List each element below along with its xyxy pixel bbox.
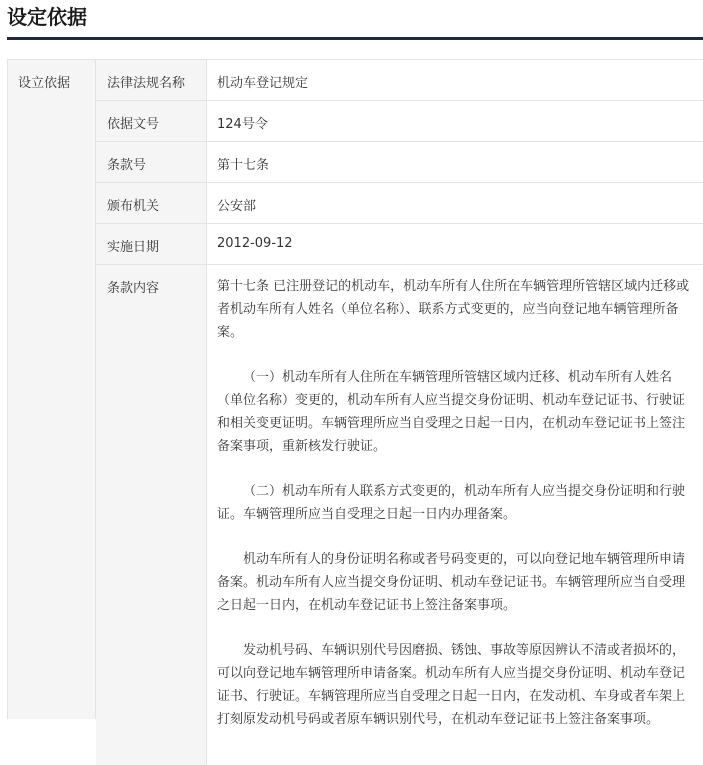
field-value: 124号令 bbox=[217, 117, 268, 132]
title-underline bbox=[7, 37, 703, 40]
group-label: 设立依据 bbox=[18, 76, 71, 91]
article-content bbox=[207, 265, 703, 731]
field-label-cell bbox=[96, 101, 207, 141]
field-label: 法律法规名称 bbox=[107, 76, 186, 91]
field-label-cell bbox=[96, 265, 207, 765]
field-rows bbox=[96, 60, 703, 765]
field-label: 条款号 bbox=[107, 158, 147, 173]
content-paragraph: 发动机号码、车辆识别代号因磨损、锈蚀、事故等原因辨认不清或者损坏的，可以向登记地车辆管理所申请备案。机动车所有人应当提交身份证明、机动车登记证书、行驶证。车辆管理所应当自受理之日起一日内，在发动机、车身或者车架上打刻原发动机号码或者原车辆识别代号，在机动车登记证书上签注备案事项。 bbox=[217, 643, 686, 727]
field-label-cell bbox=[96, 60, 207, 100]
content-paragraph: 第十七条 已注册登记的机动车，机动车所有人住所在车辆管理所管辖区域内迁移或者机动车所有人姓名（单位名称）、联系方式变更的，应当向登记地车辆管理所备案。 bbox=[217, 279, 690, 340]
basis-table bbox=[7, 59, 703, 727]
field-value: 2012-09-12 bbox=[217, 236, 293, 251]
field-label-cell bbox=[96, 224, 207, 264]
field-label: 条款内容 bbox=[107, 281, 160, 296]
field-value: 第十七条 bbox=[217, 158, 270, 173]
field-value: 公安部 bbox=[217, 199, 257, 214]
field-row-doc-number bbox=[96, 101, 703, 142]
field-row-issuing-authority bbox=[96, 183, 703, 224]
field-row-law-name bbox=[96, 60, 703, 101]
page-title: 设定依据 bbox=[7, 5, 87, 29]
field-row-effective-date bbox=[96, 224, 703, 265]
field-label: 依据文号 bbox=[107, 117, 160, 132]
field-label-cell bbox=[96, 142, 207, 182]
field-label: 实施日期 bbox=[107, 240, 160, 255]
field-row-article-content bbox=[96, 265, 703, 765]
field-label-cell bbox=[96, 183, 207, 223]
content-paragraph: （二）机动车所有人联系方式变更的，机动车所有人应当提交身份证明和行驶证。车辆管理所应当自受理之日起一日内办理备案。 bbox=[217, 484, 686, 522]
field-value: 机动车登记规定 bbox=[217, 76, 309, 91]
field-row-article-number bbox=[96, 142, 703, 183]
content-paragraph: （一）机动车所有人住所在车辆管理所管辖区域内迁移、机动车所有人姓名（单位名称）变更的，机动车所有人应当提交身份证明、机动车登记证书、行驶证和相关变更证明。车辆管理所应当自受理之日起一日内，在机动车登记证书上签注备案事项，重新核发行驶证。 bbox=[217, 370, 686, 454]
group-label-cell bbox=[8, 60, 96, 719]
field-label: 颁布机关 bbox=[107, 199, 160, 214]
content-paragraph: 机动车所有人的身份证明名称或者号码变更的，可以向登记地车辆管理所申请备案。机动车所有人应当提交身份证明、机动车登记证书。车辆管理所应当自受理之日起一日内，在机动车登记证书上签注备案事项。 bbox=[217, 552, 686, 613]
